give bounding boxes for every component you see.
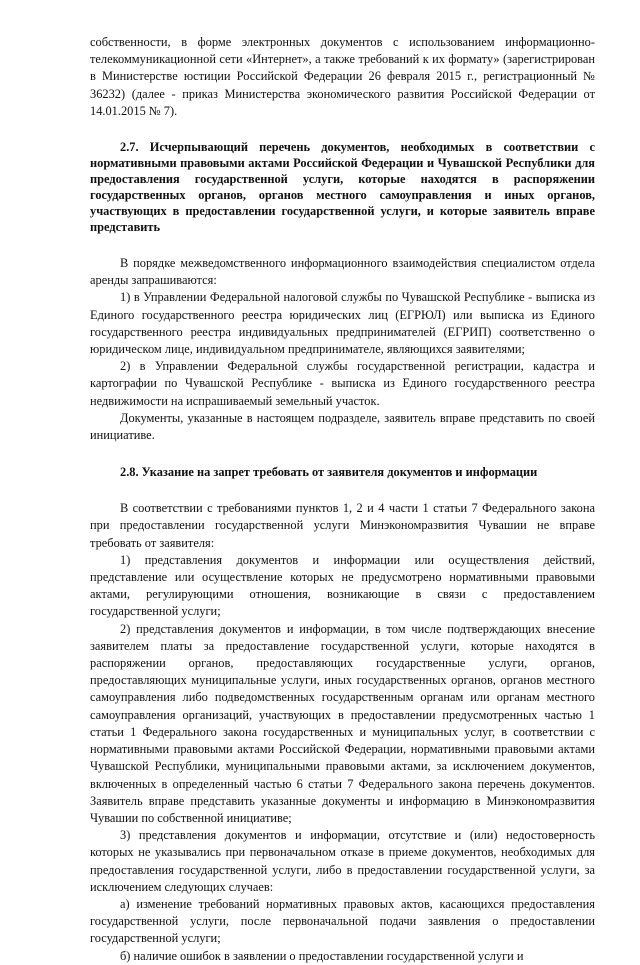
spacer	[90, 235, 595, 255]
section-2-7-paragraph: Документы, указанные в настоящем подразделе, заявитель вправе представить по своей инициативе.	[90, 410, 595, 443]
section-2-7-heading: 2.7. Исчерпывающий перечень документов, необходимых в соответствии с нормативными правовыми актами Российской Федерации и Чувашской Республики для предоставления государственной услуги, которые находятся в распоряжении государственных органов, органов местного самоуправления и иных органов, участвующих в предоставлении государственной услуги, и которые заявитель вправе представить	[90, 140, 595, 235]
section-2-8-paragraph: 2) представления документов и информации, в том числе подтверждающих внесение заявителем платы за предоставление государственной услуги, которые находятся в распоряжении органов, предоставляющих государственные услуги, органов, предоставляющих муниципальные услуги, иных государственных органов, органов местного самоуправления либо подведомственных государственным органам или органам местного самоуправления организаций, участвующих в предоставлении предусмотренных частью 1 статьи 1 Федерального закона государственных и муниципальных услуг, в соответствии с нормативными правовыми актами Российской Федерации, нормативными правовыми актами Чувашской Республики, муниципальными правовыми актами, за исключением документов, включенных в определенный частью 6 статьи 7 Федерального закона перечень документов. Заявитель вправе представить указанные документы и информацию в Минэкономразвития Чувашии по собственной инициативе;	[90, 621, 595, 825]
section-2-8-paragraph: а) изменение требований нормативных правовых актов, касающихся предоставления государственной услуги, после первоначальной подачи заявления о предоставлении государственной услуги;	[90, 896, 595, 946]
spacer	[90, 480, 595, 500]
section-2-8-paragraph: 3) представления документов и информации, отсутствие и (или) недостоверность которых не указывались при первоначальном отказе в приеме документов, необходимых для предоставления государственной услуги, либо в предоставлении государственной услуги, за исключением следующих случаев:	[90, 828, 595, 894]
document-page	[90, 34, 595, 965]
spacer	[90, 120, 595, 139]
intro-paragraph: собственности, в форме электронных документов с использованием информационно-телекоммуникационной сети «Интернет», а также требований к их формату» (зарегистрирован в Министерстве юстиции Российской Федерации 26 февраля 2015 г., регистрационный № 36232) (далее - приказ Министерства экономического развития Российской Федерации от 14.01.2015 № 7).	[90, 35, 595, 118]
section-2-7-paragraph: 1) в Управлении Федеральной налоговой службы по Чувашской Республике - выписка из Единого государственного реестра юридических лиц (ЕГРЮЛ) или выписка из Единого государственного реестра индивидуальных предпринимателей (ЕГРИП) соответственно о юридическом лице, индивидуальном предпринимателе, являющихся заявителями;	[90, 290, 595, 357]
section-2-7-paragraph: В порядке межведомственного информационного взаимодействия специалистом отдела аренды запрашиваются:	[90, 256, 595, 288]
section-2-8-paragraph: В соответствии с требованиями пунктов 1, 2 и 4 части 1 статьи 7 Федерального закона при предоставлении государственной услуги Минэкономразвития Чувашии не вправе требовать от заявителя:	[90, 501, 595, 550]
spacer	[90, 444, 595, 464]
section-2-8-paragraph: 1) представления документов и информации или осуществления действий, представление или осуществление которых не предусмотрено нормативными правовыми актами, регулирующими отношения, возникающие в связи с предоставлением государственной услуги;	[90, 552, 595, 619]
section-2-7-paragraph: 2) в Управлении Федеральной службы государственной регистрации, кадастра и картографии по Чувашской Республике - выписка из Единого государственного реестра недвижимости на испрашиваемый земельный участок.	[90, 359, 595, 408]
section-2-8-paragraph: б) наличие ошибок в заявлении о предоставлении государственной услуги и	[120, 948, 524, 963]
section-2-8-heading: 2.8. Указание на запрет требовать от заявителя документов и информации	[120, 465, 538, 480]
